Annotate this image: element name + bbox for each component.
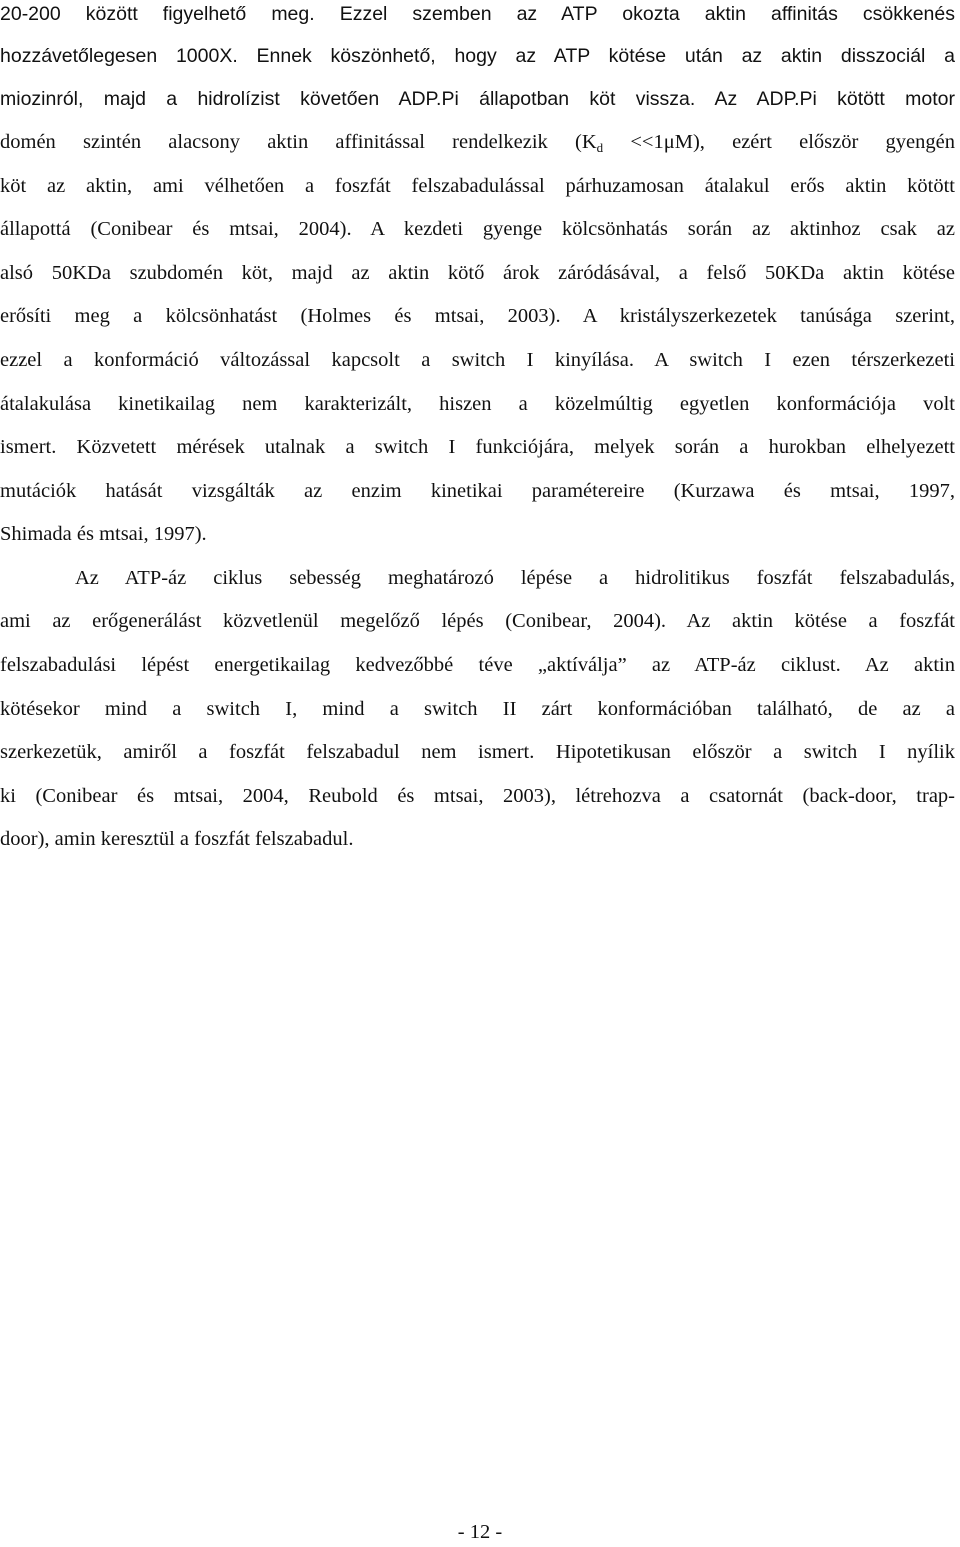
paragraph-1-line-10: átalakulása kinetikailag nem karakterizált, hiszen a közelmúltig egyetlen konformációja volt — [0, 393, 955, 415]
paragraph-1-line-11: ismert. Közvetett mérések utalnak a switch I funkciójára, melyek során a hurokban elhelyezett — [0, 436, 955, 458]
paragraph-2-line-1: Az ATP-áz ciklus sebesség meghatározó lépése a hidrolitikus foszfát felszabadulás, — [75, 567, 955, 589]
paragraph-1-line-1: 20-200 között figyelhető meg. Ezzel szemben az ATP okozta aktin affinitás csökkenés — [0, 3, 955, 25]
paragraph-2-line-4: kötésekor mind a switch I, mind a switch II zárt konformációban található, de az a — [0, 698, 955, 720]
paragraph-2-line-6: ki (Conibear és mtsai, 2004, Reubold és mtsai, 2003), létrehozva a csatornát (back-door, trap- — [0, 785, 955, 807]
paragraph-2-line-7: door), amin keresztül a foszfát felszabadul. — [0, 828, 354, 850]
paragraph-1-line-7: alsó 50KDa szubdomén köt, majd az aktin kötő árok záródásával, a felső 50KDa aktin kötése — [0, 262, 955, 284]
paragraph-1-line-6: állapottá (Conibear és mtsai, 2004). A kezdeti gyenge kölcsönhatás során az aktinhoz csak az — [0, 218, 955, 240]
line-4-before-subscript: domén szintén alacsony aktin affinitással rendelkezik (K — [0, 131, 597, 153]
dissociation-constant-subscript: d — [596, 140, 604, 155]
paragraph-1-line-13: Shimada és mtsai, 1997). — [0, 523, 207, 545]
line-4-after-subscript: <<1μM), ezért először gyengén — [603, 131, 955, 153]
paragraph-1-line-3: miozinról, majd a hidrolízist követően ADP.Pi állapotban köt vissza. Az ADP.Pi kötött motor — [0, 88, 955, 110]
page-number: - 12 - — [457, 1521, 503, 1543]
paragraph-1-line-5: köt az aktin, ami vélhetően a foszfát felszabadulással párhuzamosan átalakul erős aktin kötött — [0, 175, 955, 197]
paragraph-1-line-8: erősíti meg a kölcsönhatást (Holmes és mtsai, 2003). A kristályszerkezetek tanúsága szerint, — [0, 305, 955, 327]
paragraph-2-line-2: ami az erőgenerálást közvetlenül megelőző lépés (Conibear, 2004). Az aktin kötése a foszfát — [0, 610, 955, 632]
paragraph-1-line-9: ezzel a konformáció változással kapcsolt a switch I kinyílása. A switch I ezen térszerkezeti — [0, 349, 955, 371]
paragraph-2-line-5: szerkezetük, amiről a foszfát felszabadul nem ismert. Hipotetikusan először a switch I nyílik — [0, 741, 955, 763]
paragraph-1-line-2: hozzávetőlegesen 1000X. Ennek köszönhető, hogy az ATP kötése után az aktin disszociál a — [0, 45, 955, 67]
paragraph-2-line-3: felszabadulási lépést energetikailag kedvezőbbé téve „aktíválja” az ATP-áz ciklust. Az aktin — [0, 654, 955, 676]
paragraph-1-line-4 — [0, 127, 955, 157]
paragraph-1-line-12: mutációk hatását vizsgálták az enzim kinetikai paramétereire (Kurzawa és mtsai, 1997, — [0, 480, 955, 502]
